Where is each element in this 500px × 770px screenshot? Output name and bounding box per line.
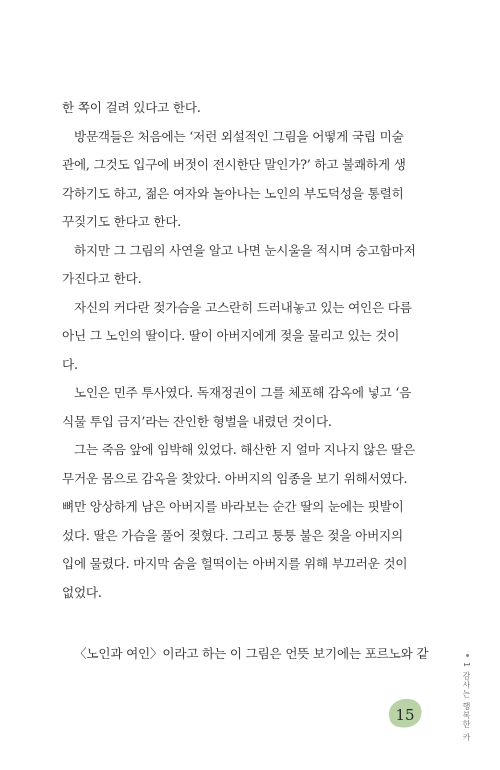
side-marker-dot — [466, 654, 469, 657]
text-line: 뼈만 앙상하게 남은 아버지를 바라보는 순간 딸의 눈에는 핏발이 — [62, 499, 404, 514]
text-line: 〈노인과 여인〉이라고 하는 이 그림은 언뜻 보기에는 포르노와 같 — [74, 646, 429, 661]
text-line: 다. — [62, 356, 78, 372]
text-line: 섰다. 딸은 가슴을 풀어 젖혔다. 그리고 퉁퉁 불은 젖을 아버지의 — [62, 527, 403, 543]
body-text — [62, 94, 442, 669]
text-line: 무거운 몸으로 감옥을 찾았다. 아버지의 임종을 보기 위해서였다. — [62, 470, 408, 486]
text-line: 꾸짖기도 한다고 한다. — [62, 214, 182, 229]
text-line: 관에, 그것도 입구에 버젓이 전시한단 말인가?’ 하고 불쾌하게 생 — [62, 157, 406, 172]
text-line: 노인은 민주 투사였다. 독재정권이 그를 체포해 감옥에 넣고 ‘음 — [74, 385, 412, 400]
text-line: 아닌 그 노인의 딸이다. 딸이 아버지에게 젖을 물리고 있는 것이 — [62, 328, 400, 343]
text-line: 하지만 그 그림의 사연을 알고 나면 눈시울을 적시며 숭고함마저 — [74, 242, 416, 258]
page-number-badge — [385, 706, 425, 770]
text-line: 한 쪽이 걸려 있다고 한다. — [62, 100, 201, 115]
text-line: 그는 죽음 앞에 임박해 있었다. 해산한 지 얼마 지나지 않은 딸은 — [74, 442, 415, 457]
text-line: 입에 물렸다. 마지막 숨을 헐떡이는 아버지를 위해 부끄러운 것이 — [62, 556, 408, 571]
text-line: 자신의 커다란 젖가슴을 고스란히 드러내놓고 있는 여인은 다름 — [74, 299, 412, 315]
chapter-side-label: 1 감사는 행복한 카 — [462, 662, 471, 742]
page-number: 15 — [395, 706, 415, 724]
text-line: 각하기도 하고, 젊은 여자와 놀아나는 노인의 부도덕성을 통렬히 — [62, 185, 404, 201]
text-line: 없었다. — [62, 584, 102, 600]
text-line: 식물 투입 금지’라는 잔인한 형벌을 내렸던 것이다. — [62, 413, 332, 429]
text-line: 가진다고 한다. — [62, 271, 142, 286]
section-gap — [62, 607, 442, 640]
text-line: 방문객들은 처음에는 ‘저런 외설적인 그림을 어떻게 국립 미술 — [74, 128, 404, 144]
